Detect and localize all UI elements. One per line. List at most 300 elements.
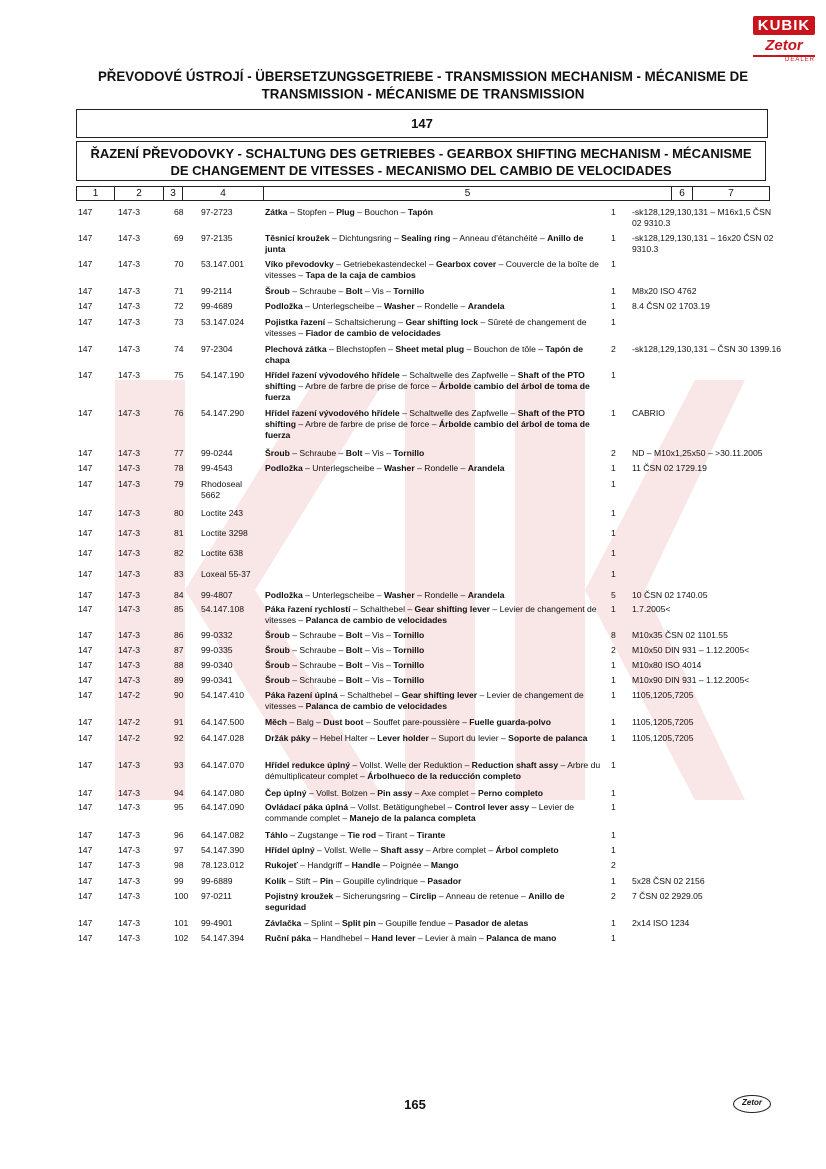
cell-description bbox=[265, 891, 603, 913]
desc-es: Arandela bbox=[467, 590, 505, 600]
desc-es: Tapón bbox=[407, 207, 433, 217]
cell-part-number: 99-0244 bbox=[201, 448, 233, 458]
desc-cz: Táhlo bbox=[265, 830, 288, 840]
desc-cz: Šroub bbox=[265, 660, 290, 670]
kubik-logo-text: KUBIK bbox=[753, 16, 815, 35]
cell-part-number: 99-4901 bbox=[201, 918, 233, 928]
desc-en: Bolt bbox=[345, 675, 363, 685]
cell-note: 11 ČSN 02 1729.19 bbox=[632, 463, 707, 473]
desc-es: Tornillo bbox=[393, 660, 425, 670]
cell-part-number: 97-2304 bbox=[201, 344, 233, 354]
cell-quantity: 2 bbox=[611, 448, 616, 458]
cell-figure: 147-3 bbox=[118, 788, 140, 798]
cell-note: 5x28 ČSN 02 2156 bbox=[632, 876, 705, 886]
cell-part-number: 99-0332 bbox=[201, 630, 233, 640]
cell-position: 85 bbox=[174, 604, 184, 614]
cell-quantity: 1 bbox=[611, 463, 616, 473]
desc-en: Reduction shaft assy bbox=[471, 760, 559, 770]
cell-part-number: Loxeal 55-37 bbox=[201, 569, 251, 579]
cell-position: 102 bbox=[174, 933, 189, 943]
section-title-line2: DE CHANGEMENT DE VITESSES - MECANISMO DEL CAMBIO DE VELOCIDADES bbox=[170, 163, 672, 178]
desc-fr: – Goupille cylindrique – bbox=[333, 876, 428, 886]
desc-de: – Dichtungsring – bbox=[329, 233, 402, 243]
cell-note: -sk128,129,130,131 – M16x1,5 ČSN 02 9310.3 bbox=[632, 207, 772, 228]
cell-note: 2x14 ISO 1234 bbox=[632, 918, 690, 928]
desc-cz: Ovládací páka úplná bbox=[265, 802, 349, 812]
cell-part-number: 99-2114 bbox=[201, 286, 232, 296]
cell-note: -sk128,129,130,131 – 16x20 ČSN 02 9310.3 bbox=[632, 233, 774, 254]
desc-fr: – Levier de changement de vitesses – bbox=[265, 690, 584, 711]
cell-note: M10x90 DIN 931 – 1.12.2005< bbox=[632, 675, 750, 685]
cell-quantity: 5 bbox=[611, 590, 616, 600]
desc-en: Plug bbox=[336, 207, 355, 217]
desc-cz: Hřídel řazení vývodového hřídele bbox=[265, 408, 400, 418]
desc-de: – Unterlegscheibe – bbox=[302, 301, 384, 311]
cell-description bbox=[265, 408, 603, 441]
desc-cz: Plechová zátka bbox=[265, 344, 327, 354]
cell-figure: 147-3 bbox=[118, 548, 140, 558]
cell-figure: 147-3 bbox=[118, 645, 140, 655]
desc-de: – Vollst. Bolzen – bbox=[306, 788, 378, 798]
cell-quantity: 1 bbox=[611, 286, 616, 296]
cell-quantity: 1 bbox=[611, 830, 616, 840]
cell-figure: 147-3 bbox=[118, 845, 140, 855]
column-header: 5 bbox=[264, 187, 672, 200]
cell-group: 147 bbox=[78, 860, 93, 870]
cell-quantity: 1 bbox=[611, 317, 616, 327]
cell-part-number: 54.147.394 bbox=[201, 933, 245, 943]
desc-en: Pin bbox=[319, 876, 334, 886]
cell-quantity: 1 bbox=[611, 508, 616, 518]
desc-fr: – Levier à main – bbox=[415, 933, 487, 943]
cell-quantity: 1 bbox=[611, 675, 616, 685]
cell-position: 101 bbox=[174, 918, 189, 928]
desc-cz: Podložka bbox=[265, 301, 303, 311]
cell-group: 147 bbox=[78, 733, 93, 743]
cell-figure: 147-3 bbox=[118, 344, 140, 354]
cell-group: 147 bbox=[78, 660, 93, 670]
cell-description bbox=[265, 286, 603, 297]
desc-es: Anillo de seguridad bbox=[265, 891, 565, 912]
cell-quantity: 1 bbox=[611, 259, 616, 269]
cell-part-number: 99-0341 bbox=[201, 675, 233, 685]
desc-en: Tie rod bbox=[347, 830, 377, 840]
cell-group: 147 bbox=[78, 717, 93, 727]
cell-quantity: 2 bbox=[611, 645, 616, 655]
cell-note: M8x20 ISO 4762 bbox=[632, 286, 697, 296]
desc-cz: Šroub bbox=[265, 675, 290, 685]
desc-de: – Unterlegscheibe – bbox=[302, 463, 384, 473]
desc-en: Washer bbox=[383, 463, 415, 473]
cell-quantity: 1 bbox=[611, 370, 616, 380]
desc-cz: Páka řazení rychlostí bbox=[265, 604, 351, 614]
desc-en: Shaft assy bbox=[380, 845, 424, 855]
cell-group: 147 bbox=[78, 933, 93, 943]
desc-fr: – Bouchon de tôle – bbox=[464, 344, 546, 354]
cell-position: 90 bbox=[174, 690, 184, 700]
cell-figure: 147-3 bbox=[118, 630, 140, 640]
desc-de: – Vollst. Betätigunghebel – bbox=[348, 802, 455, 812]
cell-figure: 147-3 bbox=[118, 760, 140, 770]
cell-position: 83 bbox=[174, 569, 184, 579]
desc-es: Arandela bbox=[467, 463, 505, 473]
desc-de: – Sicherungsring – bbox=[333, 891, 410, 901]
cell-figure: 147-3 bbox=[118, 301, 140, 311]
cell-part-number: 99-0340 bbox=[201, 660, 233, 670]
cell-part-number: 64.147.500 bbox=[201, 717, 245, 727]
cell-position: 89 bbox=[174, 675, 184, 685]
page-title-line2: TRANSMISSION - MÉCANISME DE TRANSMISSION bbox=[261, 86, 585, 102]
desc-en: Gear shifting lock bbox=[405, 317, 479, 327]
desc-fr: – Vis – bbox=[362, 675, 394, 685]
desc-fr: – Vis – bbox=[362, 286, 394, 296]
desc-en: Control lever assy bbox=[454, 802, 530, 812]
cell-part-number: 97-2723 bbox=[201, 207, 233, 217]
desc-es: Arandela bbox=[467, 301, 505, 311]
desc-cz: Hřídel řazení vývodového hřídele bbox=[265, 370, 400, 380]
desc-de: – Splint – bbox=[301, 918, 342, 928]
cell-part-number: 54.147.108 bbox=[201, 604, 245, 614]
desc-cz: Zátka bbox=[265, 207, 288, 217]
desc-cz: Páka řazení úplná bbox=[265, 690, 338, 700]
column-header: 7 bbox=[728, 188, 734, 199]
cell-figure: 147-3 bbox=[118, 604, 140, 614]
cell-note: 8.4 ČSN 02 1703.19 bbox=[632, 301, 710, 311]
cell-quantity: 1 bbox=[611, 301, 616, 311]
cell-quantity: 1 bbox=[611, 548, 616, 558]
cell-figure: 147-3 bbox=[118, 830, 140, 840]
cell-group: 147 bbox=[78, 675, 93, 685]
desc-de: – Schraube – bbox=[289, 660, 346, 670]
cell-figure: 147-3 bbox=[118, 933, 140, 943]
cell-part-number: 78.123.012 bbox=[201, 860, 245, 870]
cell-group: 147 bbox=[78, 569, 93, 579]
cell-position: 100 bbox=[174, 891, 189, 901]
cell-part-number: 97-2135 bbox=[201, 233, 233, 243]
cell-quantity: 1 bbox=[611, 479, 616, 489]
desc-de: – Vollst. Welle der Reduktion – bbox=[350, 760, 472, 770]
cell-quantity: 1 bbox=[611, 733, 616, 743]
section-title bbox=[76, 141, 766, 181]
cell-figure: 147-2 bbox=[118, 717, 140, 727]
desc-es: Tornillo bbox=[393, 286, 425, 296]
desc-cz: Závlačka bbox=[265, 918, 302, 928]
desc-cz: Hřídel úplný bbox=[265, 845, 315, 855]
cell-description bbox=[265, 933, 603, 944]
desc-de: – Unterlegscheibe – bbox=[302, 590, 384, 600]
cell-group: 147 bbox=[78, 479, 93, 489]
desc-fr: – Rondelle – bbox=[414, 301, 468, 311]
cell-description bbox=[265, 590, 603, 601]
desc-es: Árbol completo bbox=[495, 845, 559, 855]
cell-description bbox=[265, 448, 603, 459]
cell-group: 147 bbox=[78, 590, 93, 600]
desc-en: Hand lever bbox=[371, 933, 416, 943]
desc-en: Lever holder bbox=[377, 733, 429, 743]
desc-en: Pin assy bbox=[377, 788, 413, 798]
cell-figure: 147-2 bbox=[118, 733, 140, 743]
cell-position: 70 bbox=[174, 259, 184, 269]
cell-group: 147 bbox=[78, 463, 93, 473]
desc-en: Bolt bbox=[345, 286, 363, 296]
cell-description bbox=[265, 733, 603, 744]
cell-part-number: Rhodoseal 5662 bbox=[201, 479, 243, 500]
desc-cz: Pojistka řazení bbox=[265, 317, 326, 327]
cell-position: 74 bbox=[174, 344, 184, 354]
cell-part-number: 99-0335 bbox=[201, 645, 233, 655]
cell-position: 82 bbox=[174, 548, 184, 558]
desc-en: Sealing ring bbox=[401, 233, 451, 243]
cell-position: 68 bbox=[174, 207, 184, 217]
cell-quantity: 2 bbox=[611, 891, 616, 901]
cell-figure: 147-3 bbox=[118, 590, 140, 600]
kubik-zetor-logo bbox=[753, 16, 815, 70]
cell-figure: 147-3 bbox=[118, 675, 140, 685]
desc-es: Árbolde cambio del árbol de toma de fuerza bbox=[265, 381, 590, 402]
desc-de: – Vollst. Welle – bbox=[314, 845, 381, 855]
desc-fr: – Couvercle de la boîte de vitesses – bbox=[265, 259, 599, 280]
cell-group: 147 bbox=[78, 630, 93, 640]
cell-quantity: 1 bbox=[611, 788, 616, 798]
desc-es: Fuelle guarda-polvo bbox=[469, 717, 551, 727]
desc-en: Handle bbox=[351, 860, 381, 870]
cell-quantity: 1 bbox=[611, 802, 616, 812]
desc-cz: Ruční páka bbox=[265, 933, 311, 943]
cell-figure: 147-3 bbox=[118, 569, 140, 579]
cell-position: 94 bbox=[174, 788, 184, 798]
desc-en: Bolt bbox=[345, 630, 363, 640]
cell-quantity: 1 bbox=[611, 604, 616, 614]
cell-quantity: 1 bbox=[611, 528, 616, 538]
desc-en: Washer bbox=[383, 590, 415, 600]
cell-figure: 147-3 bbox=[118, 448, 140, 458]
cell-note: 10 ČSN 02 1740.05 bbox=[632, 590, 708, 600]
column-header-row bbox=[76, 186, 770, 201]
desc-fr: – Souffet pare-poussière – bbox=[363, 717, 470, 727]
cell-note: 1105,1205,7205 bbox=[632, 733, 694, 743]
cell-part-number: 54.147.390 bbox=[201, 845, 245, 855]
zetor-footer-logo: Zetor bbox=[733, 1095, 771, 1113]
cell-group: 147 bbox=[78, 548, 93, 558]
cell-part-number: 54.147.190 bbox=[201, 370, 245, 380]
cell-position: 80 bbox=[174, 508, 184, 518]
desc-cz: Šroub bbox=[265, 630, 290, 640]
desc-en: Gear shifting lever bbox=[414, 604, 491, 614]
desc-de: – Schaltsicherung – bbox=[325, 317, 406, 327]
desc-de: – Handgriff – bbox=[297, 860, 352, 870]
desc-fr: – Poignée – bbox=[380, 860, 431, 870]
column-header: 1 bbox=[77, 187, 115, 200]
desc-cz: Šroub bbox=[265, 286, 290, 296]
desc-fr: – Arbre complet – bbox=[423, 845, 496, 855]
cell-group: 147 bbox=[78, 788, 93, 798]
page-title-line1: PŘEVODOVÉ ÚSTROJÍ - ÜBERSETZUNGSGETRIEBE - TRANSMISSION MECHANISM - MÉCANISME DE bbox=[97, 68, 749, 84]
cell-position: 92 bbox=[174, 733, 184, 743]
desc-es: Tirante bbox=[416, 830, 446, 840]
cell-position: 75 bbox=[174, 370, 184, 380]
desc-de: – Getriebekastendeckel – bbox=[333, 259, 437, 269]
cell-part-number: 97-0211 bbox=[201, 891, 232, 901]
cell-position: 97 bbox=[174, 845, 184, 855]
cell-figure: 147-3 bbox=[118, 802, 140, 812]
cell-part-number: Loctite 3298 bbox=[201, 528, 248, 538]
cell-quantity: 2 bbox=[611, 860, 616, 870]
cell-note: 7 ČSN 02 2929.05 bbox=[632, 891, 703, 901]
desc-fr: – Bouchon – bbox=[354, 207, 408, 217]
cell-note: M10x50 DIN 931 – 1.12.2005< bbox=[632, 645, 750, 655]
cell-position: 77 bbox=[174, 448, 184, 458]
desc-de: – Blechstopfen – bbox=[326, 344, 396, 354]
desc-fr: – Rondelle – bbox=[414, 463, 468, 473]
desc-es: Soporte de palanca bbox=[508, 733, 588, 743]
desc-cz: Rukojeť bbox=[265, 860, 298, 870]
cell-figure: 147-3 bbox=[118, 317, 140, 327]
cell-group: 147 bbox=[78, 448, 93, 458]
desc-cz: Podložka bbox=[265, 463, 303, 473]
cell-figure: 147-3 bbox=[118, 528, 140, 538]
cell-position: 93 bbox=[174, 760, 184, 770]
desc-en: Washer bbox=[383, 301, 415, 311]
desc-en: Split pin bbox=[341, 918, 376, 928]
desc-en: Sheet metal plug bbox=[395, 344, 465, 354]
desc-es: Palanca de cambio de velocidades bbox=[305, 701, 447, 711]
desc-de: – Zugstange – bbox=[287, 830, 348, 840]
desc-fr: – Levier de commande complet – bbox=[265, 802, 575, 823]
cell-description bbox=[265, 717, 603, 728]
cell-group: 147 bbox=[78, 830, 93, 840]
cell-part-number: 99-4689 bbox=[201, 301, 233, 311]
cell-description bbox=[265, 845, 603, 856]
desc-es: Fiador de cambio de velocidades bbox=[305, 328, 441, 338]
cell-quantity: 1 bbox=[611, 690, 616, 700]
desc-en: Gearbox cover bbox=[436, 259, 497, 269]
cell-group: 147 bbox=[78, 760, 93, 770]
desc-de: – Schraube – bbox=[289, 645, 346, 655]
desc-en: Bolt bbox=[345, 645, 363, 655]
cell-group: 147 bbox=[78, 207, 93, 217]
cell-quantity: 1 bbox=[611, 408, 616, 418]
cell-description bbox=[265, 645, 603, 656]
cell-part-number: 54.147.410 bbox=[201, 690, 245, 700]
cell-figure: 147-3 bbox=[118, 479, 140, 489]
desc-es: Tornillo bbox=[393, 448, 425, 458]
desc-es: Pasador bbox=[427, 876, 462, 886]
desc-es: Anillo de junta bbox=[265, 233, 584, 254]
desc-es: Palanca de cambio de velocidades bbox=[305, 615, 447, 625]
cell-figure: 147-3 bbox=[118, 408, 140, 418]
cell-part-number: Loctite 243 bbox=[201, 508, 244, 518]
cell-position: 69 bbox=[174, 233, 184, 243]
desc-fr: – Arbre de farbre de prise de force – bbox=[296, 381, 439, 391]
desc-cz: Kolík bbox=[265, 876, 287, 886]
cell-figure: 147-3 bbox=[118, 660, 140, 670]
desc-en: Circlip bbox=[409, 891, 437, 901]
desc-cz: Držák páky bbox=[265, 733, 311, 743]
cell-quantity: 1 bbox=[611, 876, 616, 886]
cell-description bbox=[265, 802, 603, 824]
cell-position: 99 bbox=[174, 876, 184, 886]
cell-part-number: 99-6889 bbox=[201, 876, 233, 886]
cell-quantity: 1 bbox=[611, 717, 616, 727]
cell-note: CABRIO bbox=[632, 408, 665, 418]
cell-part-number: Loctite 638 bbox=[201, 548, 244, 558]
cell-description bbox=[265, 760, 603, 782]
cell-group: 147 bbox=[78, 508, 93, 518]
page-title bbox=[78, 67, 768, 103]
cell-quantity: 1 bbox=[611, 760, 616, 770]
cell-figure: 147-3 bbox=[118, 370, 140, 380]
cell-quantity: 1 bbox=[611, 933, 616, 943]
cell-part-number: 99-4807 bbox=[201, 590, 233, 600]
cell-figure: 147-3 bbox=[118, 508, 140, 518]
cell-quantity: 8 bbox=[611, 630, 616, 640]
desc-es: Tornillo bbox=[393, 675, 425, 685]
cell-group: 147 bbox=[78, 690, 93, 700]
cell-figure: 147-3 bbox=[118, 891, 140, 901]
cell-group: 147 bbox=[78, 645, 93, 655]
desc-es: Palanca de mano bbox=[486, 933, 557, 943]
column-header: 2 bbox=[115, 187, 164, 200]
group-number-box: 147 bbox=[76, 109, 768, 138]
cell-quantity: 1 bbox=[611, 569, 616, 579]
desc-cz: Pojistný kroužek bbox=[265, 891, 334, 901]
desc-en: Shaft of the PTO shifting bbox=[265, 408, 585, 429]
desc-cz: Těsnicí kroužek bbox=[265, 233, 330, 243]
desc-es: Tapa de la caja de cambios bbox=[305, 270, 416, 280]
cell-group: 147 bbox=[78, 528, 93, 538]
desc-cz: Šroub bbox=[265, 645, 290, 655]
cell-group: 147 bbox=[78, 408, 93, 418]
cell-description bbox=[265, 788, 603, 799]
desc-fr: – Tirant – bbox=[376, 830, 417, 840]
cell-position: 76 bbox=[174, 408, 184, 418]
cell-position: 86 bbox=[174, 630, 184, 640]
desc-de: – Schaltwelle des Zapfwelle – bbox=[399, 370, 518, 380]
desc-fr: – Suport du levier – bbox=[428, 733, 509, 743]
cell-position: 71 bbox=[174, 286, 184, 296]
cell-description bbox=[265, 463, 603, 474]
desc-es: Tornillo bbox=[393, 630, 425, 640]
cell-group: 147 bbox=[78, 370, 93, 380]
cell-figure: 147-3 bbox=[118, 233, 140, 243]
desc-cz: Šroub bbox=[265, 448, 290, 458]
cell-group: 147 bbox=[78, 344, 93, 354]
cell-position: 98 bbox=[174, 860, 184, 870]
desc-fr: – Vis – bbox=[362, 630, 394, 640]
cell-part-number: 53.147.024 bbox=[201, 317, 245, 327]
desc-en: Bolt bbox=[345, 660, 363, 670]
desc-es: Tapón de chapa bbox=[265, 344, 583, 365]
cell-position: 96 bbox=[174, 830, 184, 840]
cell-group: 147 bbox=[78, 259, 93, 269]
desc-cz: Čep úplný bbox=[265, 788, 307, 798]
desc-es: Tornillo bbox=[393, 645, 425, 655]
cell-description bbox=[265, 207, 603, 218]
cell-position: 79 bbox=[174, 479, 184, 489]
cell-part-number: 64.147.070 bbox=[201, 760, 245, 770]
desc-fr: – Axe complet – bbox=[412, 788, 479, 798]
cell-description bbox=[265, 876, 603, 887]
desc-de: – Handhebel – bbox=[310, 933, 372, 943]
cell-description bbox=[265, 259, 603, 281]
cell-figure: 147-3 bbox=[118, 286, 140, 296]
cell-position: 72 bbox=[174, 301, 184, 311]
cell-group: 147 bbox=[78, 301, 93, 311]
cell-part-number: 99-4543 bbox=[201, 463, 233, 473]
cell-description bbox=[265, 830, 603, 841]
desc-cz: Víko převodovky bbox=[265, 259, 334, 269]
cell-quantity: 1 bbox=[611, 207, 616, 217]
